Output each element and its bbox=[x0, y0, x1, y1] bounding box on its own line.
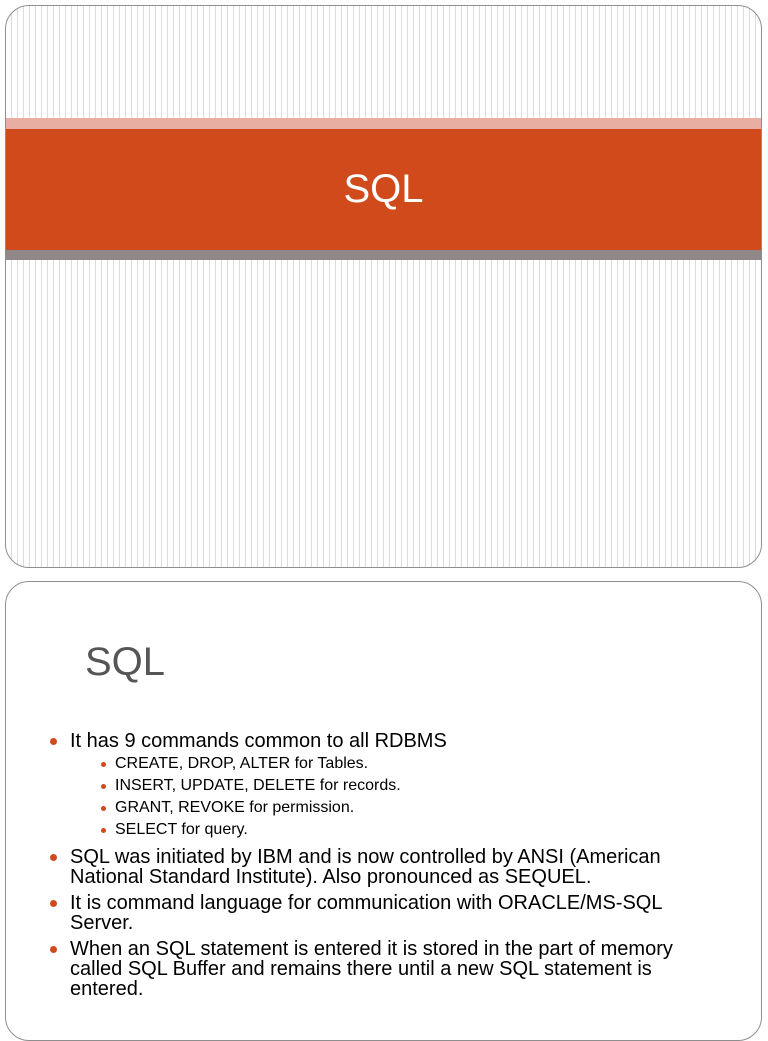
sub-bullet-text: CREATE, DROP, ALTER for Tables. bbox=[115, 755, 369, 772]
bullet-dot-icon bbox=[50, 738, 57, 745]
sub-bullet-item bbox=[95, 775, 690, 797]
bullet-dot-icon bbox=[101, 806, 106, 811]
bullet-dot-icon bbox=[101, 784, 106, 789]
bullet-text: It has 9 commands common to all RDBMS bbox=[70, 730, 447, 752]
title-band-bottom bbox=[6, 250, 761, 260]
bullet-item bbox=[50, 893, 690, 933]
bullet-dot-icon bbox=[50, 900, 57, 907]
sub-bullet-text: INSERT, UPDATE, DELETE for records. bbox=[115, 777, 401, 794]
bullet-text: SQL was initiated by IBM and is now controlled by ANSI (American National Standard Institute). Also pronounced as SEQUEL. bbox=[70, 846, 661, 888]
bullet-dot-icon bbox=[101, 828, 106, 833]
bullet-dot-icon bbox=[101, 762, 106, 767]
bullet-text: When an SQL statement is entered it is stored in the part of memory called SQL Buffer and remains there until a new SQL statement is entered. bbox=[70, 938, 673, 1000]
slide-title: SQL bbox=[343, 167, 424, 211]
title-band bbox=[6, 129, 761, 250]
content-title: SQL bbox=[85, 640, 166, 684]
bullet-item bbox=[50, 847, 690, 887]
bullet-item bbox=[50, 939, 690, 999]
sub-bullet-list bbox=[70, 753, 690, 841]
bullet-text: It is command language for communication with ORACLE/MS-SQL Server. bbox=[70, 892, 662, 934]
title-band-top bbox=[6, 118, 761, 129]
title-slide bbox=[5, 5, 762, 568]
bullet-dot-icon bbox=[50, 946, 57, 953]
sub-bullet-text: SELECT for query. bbox=[115, 821, 248, 838]
sub-bullet-item bbox=[95, 819, 690, 841]
sub-bullet-text: GRANT, REVOKE for permission. bbox=[115, 799, 355, 816]
content-slide bbox=[5, 581, 762, 1041]
bullet-dot-icon bbox=[50, 854, 57, 861]
bullet-list bbox=[50, 731, 690, 1005]
sub-bullet-item bbox=[95, 753, 690, 775]
sub-bullet-item bbox=[95, 797, 690, 819]
bullet-item bbox=[50, 731, 690, 841]
